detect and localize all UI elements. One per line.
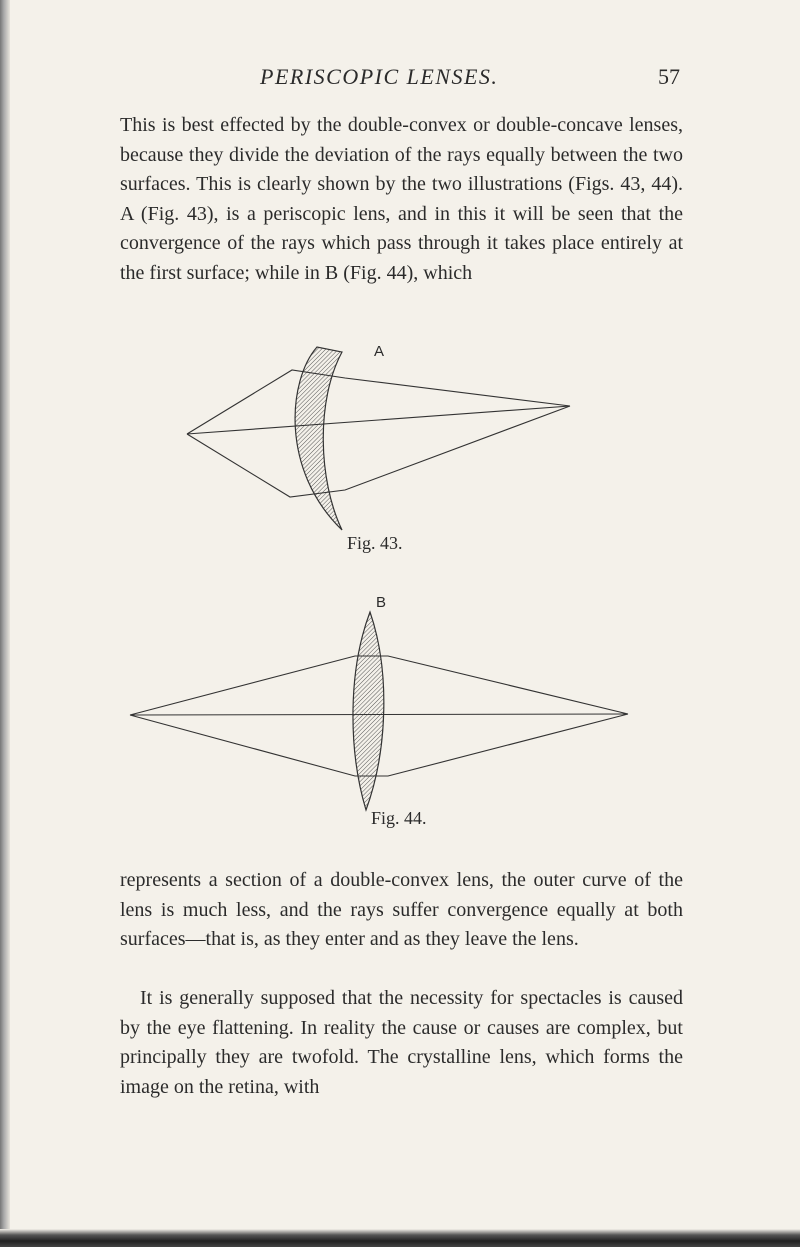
double-convex-lens-shape xyxy=(353,612,384,810)
page-bottom-edge xyxy=(0,1229,800,1247)
paragraph-3: It is generally supposed that the necessity for spectacles is caused by the eye flattening. In reality the cause or causes are complex, but principally they are twofold. The crystalline lens, which forms the image on the retina, with xyxy=(120,987,683,1098)
figure-43-caption: Fig. 43. xyxy=(347,533,403,553)
figure-44-caption: Fig. 44. xyxy=(371,808,427,828)
paragraph-2: represents a section of a double-convex lens, the outer curve of the lens is much less, and the rays suffer convergence equally at both surfaces—that is, as they enter and as they leave the lens. xyxy=(120,869,683,951)
figure-43-periscopic-lens xyxy=(187,347,570,530)
paragraph-1: This is best effected by the double-convex or double-concave lenses, because they divide the deviation of the rays equally between the two surfaces. This is clearly shown by the two illustrations (Figs. 43, 44). A (Fig. 43), is a periscopic lens, and in this it will be seen that the convergence of the rays which pass through it takes place entirely at the first surface; while in B (Fig. 44), which xyxy=(120,114,683,284)
running-title: PERISCOPIC LENSES. xyxy=(260,64,499,89)
fig43-rays xyxy=(187,370,570,497)
figure-44-label: B xyxy=(376,594,387,611)
page-number: 57 xyxy=(658,64,680,89)
figure-43-label: A xyxy=(374,343,385,360)
figure-44-double-convex-lens xyxy=(130,612,628,810)
